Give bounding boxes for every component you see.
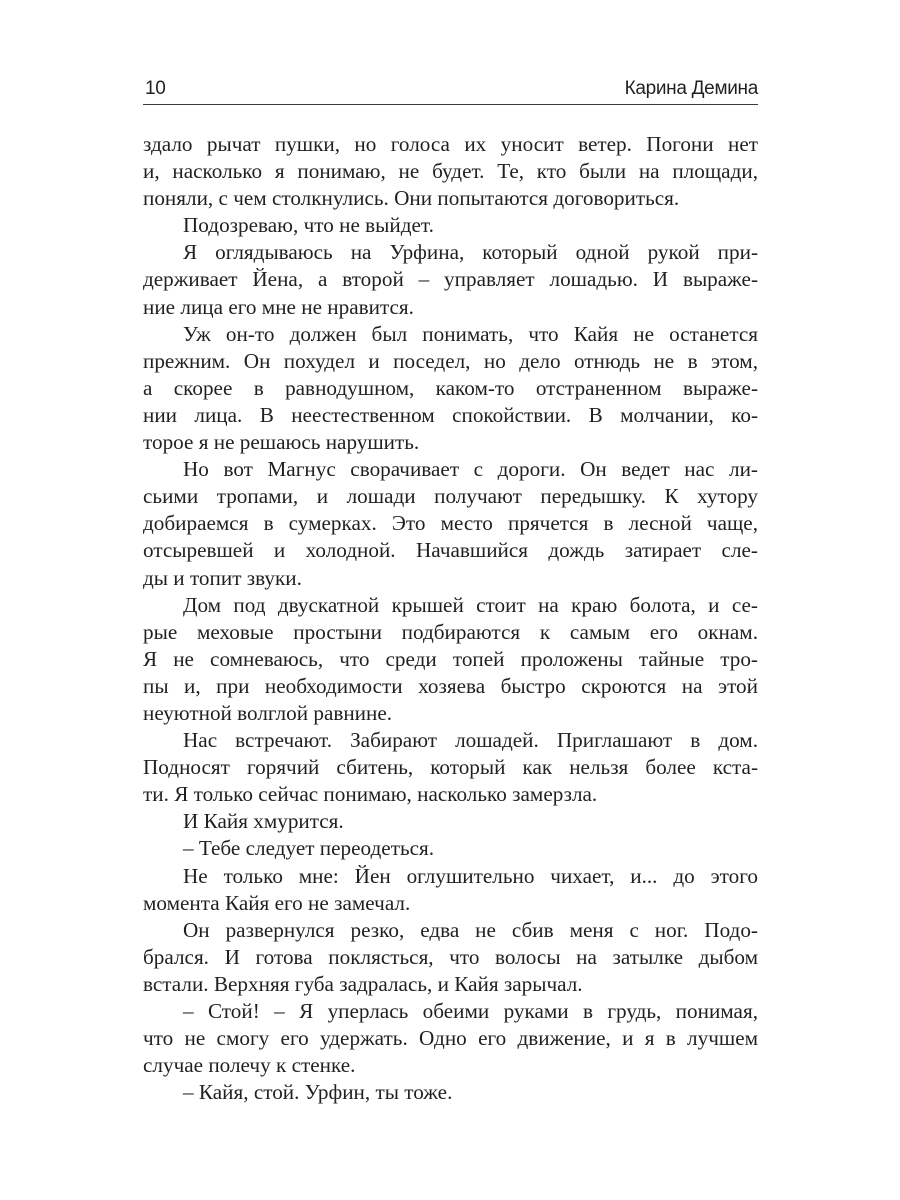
text-line: сьими тропами, и лошади получают передышку. К хутору bbox=[143, 484, 758, 509]
page-number: 10 bbox=[145, 78, 166, 99]
text-line: Но вот Магнус сворачивает с дороги. Он ведет нас ли- bbox=[183, 457, 758, 482]
text-line: а скорее в равнодушном, каком-то отстраненном выраже- bbox=[143, 375, 758, 400]
text-line: ти. Я только сейчас понимаю, насколько замерзла. bbox=[143, 782, 598, 807]
text-line: Я оглядываюсь на Урфина, который одной рукой при- bbox=[183, 240, 758, 265]
paragraph bbox=[143, 239, 758, 320]
text-line: держивает Йена, а второй – управляет лошадью. И выраже- bbox=[143, 267, 758, 292]
paragraph bbox=[143, 835, 758, 862]
text-line: встали. Верхняя губа задралась, и Кайя зарычал. bbox=[143, 971, 583, 996]
paragraph bbox=[143, 808, 758, 835]
paragraph bbox=[143, 998, 758, 1079]
text-line: брался. И готова поклясться, что волосы на затылке дыбом bbox=[143, 944, 758, 969]
body-text bbox=[143, 131, 758, 1106]
text-line: поняли, с чем столкнулись. Они попытаются договориться. bbox=[143, 186, 680, 211]
paragraph bbox=[143, 863, 758, 917]
paragraph bbox=[143, 321, 758, 456]
text-line: – Кайя, стой. Урфин, ты тоже. bbox=[183, 1080, 453, 1105]
text-line: ние лица его мне не нравится. bbox=[143, 294, 414, 319]
text-line: неуютной волглой равнине. bbox=[143, 700, 393, 725]
text-line: отсыревшей и холодной. Начавшийся дождь затирает сле- bbox=[143, 538, 758, 563]
text-line: прежним. Он похудел и поседел, но дело отнюдь не в этом, bbox=[143, 348, 758, 373]
text-line: – Стой! – Я уперлась обеими руками в грудь, понимая, bbox=[183, 999, 758, 1023]
text-line: Он развернулся резко, едва не сбив меня с ног. Подо- bbox=[183, 917, 758, 942]
running-head bbox=[143, 76, 758, 104]
text-line: рые меховые простыни подбираются к самым его окнам. bbox=[143, 619, 758, 644]
text-line: Я не сомневаюсь, что среди топей проложены тайные тро- bbox=[143, 646, 758, 671]
author-name: Карина Демина bbox=[624, 78, 758, 99]
text-line: Уж он-то должен был понимать, что Кайя не останется bbox=[183, 321, 758, 346]
text-line: торое я не решаюсь нарушить. bbox=[143, 430, 420, 455]
text-line: И Кайя хмурится. bbox=[183, 809, 344, 834]
text-line: пы и, при необходимости хозяева быстро скроются на этой bbox=[143, 673, 758, 698]
text-line: – Тебе следует переодеться. bbox=[183, 836, 435, 861]
paragraph bbox=[143, 456, 758, 591]
text-line: и, насколько я понимаю, не будет. Те, кто были на площади, bbox=[143, 159, 758, 184]
header-rule bbox=[143, 104, 758, 105]
paragraph bbox=[143, 592, 758, 727]
text-line: Подносят горячий сбитень, который как нельзя более кста- bbox=[143, 755, 758, 780]
text-line: добираемся в сумерках. Это место прячется в лесной чаще, bbox=[143, 511, 758, 536]
text-line: Подозреваю, что не выйдет. bbox=[183, 213, 434, 238]
text-line: случае полечу к стенке. bbox=[143, 1053, 356, 1078]
paragraph bbox=[143, 131, 758, 212]
text-line: здало рычат пушки, но голоса их уносит ветер. Погони нет bbox=[143, 132, 758, 156]
paragraph bbox=[143, 1079, 758, 1106]
text-line: момента Кайя его не замечал. bbox=[143, 890, 411, 915]
text-line: Дом под двускатной крышей стоит на краю болота, и се- bbox=[183, 592, 758, 617]
text-line: Нас встречают. Забирают лошадей. Приглашают в дом. bbox=[183, 728, 758, 753]
paragraph bbox=[143, 212, 758, 239]
text-line: что не смогу его удержать. Одно его движение, и я в лучшем bbox=[143, 1026, 758, 1051]
text-line: нии лица. В неестественном спокойствии. В молчании, ко- bbox=[143, 402, 758, 427]
text-line: ды и топит звуки. bbox=[143, 565, 302, 590]
text-line: Не только мне: Йен оглушительно чихает, и... до этого bbox=[183, 863, 758, 888]
paragraph bbox=[143, 917, 758, 998]
paragraph bbox=[143, 727, 758, 808]
